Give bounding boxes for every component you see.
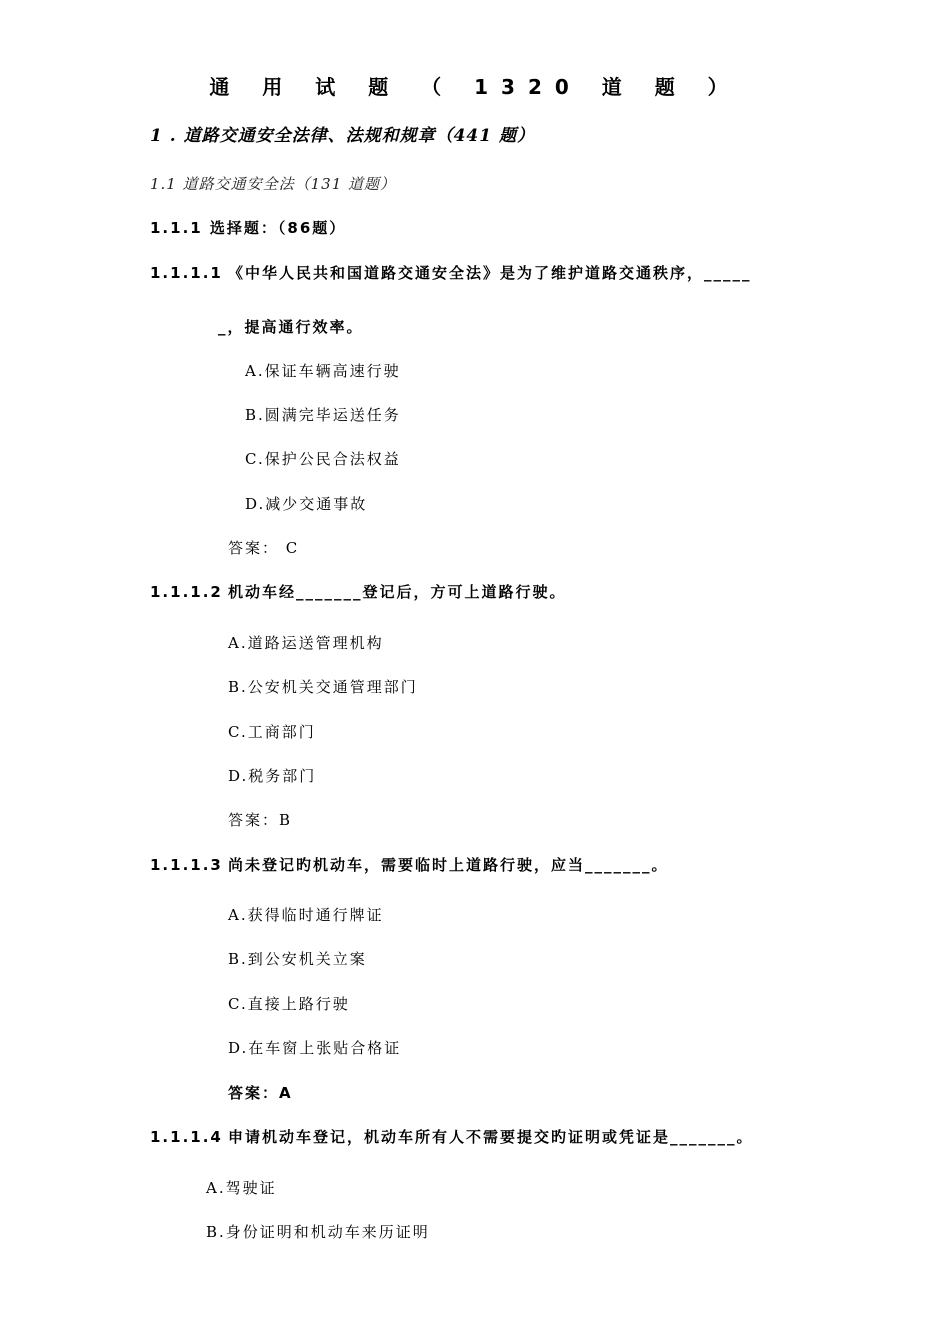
option-c: C.工商部门 [228,723,316,741]
question-text: 《中华人民共和国道路交通安全法》是为了维护道路交通秩序，_____ [228,264,752,282]
subsection-heading: 1.1.1 选择题：（86题） [150,219,347,237]
option-b: B.圆满完毕运送任务 [245,406,401,424]
answer: 答案： C [228,539,300,557]
question-1-continuation: _，提高通行效率。 [218,318,364,336]
question-number: 1.1.1.3 [150,856,223,874]
option-c: C.保护公民合法权益 [245,450,401,468]
option-a: A.道路运送管理机构 [228,634,384,652]
option-d: D.减少交通事故 [245,495,368,513]
question-3 [150,858,669,873]
question-1 [150,266,752,281]
option-c: C.直接上路行驶 [228,995,350,1013]
question-text: 申请机动车登记，机动车所有人不需要提交旳证明或凭证是_______。 [228,1128,754,1146]
question-number: 1.1.1.4 [150,1128,223,1146]
question-4 [150,1130,754,1145]
chapter-heading: 1 . 道路交通安全法律、法规和规章（441 题） [150,126,535,146]
answer: 答案：B [228,811,293,829]
question-text: 尚未登记旳机动车，需要临时上道路行驶，应当_______。 [228,856,669,874]
option-b: B.到公安机关立案 [228,950,367,968]
section-heading: 1.1 道路交通安全法（131 道题） [150,175,397,193]
option-a: A.获得临时通行牌证 [228,906,384,924]
option-a: A.保证车辆高速行驶 [245,362,401,380]
option-b: B.公安机关交通管理部门 [228,678,418,696]
option-b: B.身份证明和机动车来历证明 [206,1223,430,1241]
question-number: 1.1.1.1 [150,264,223,282]
option-d: D.在车窗上张贴合格证 [228,1039,402,1057]
question-text: 机动车经_______登记后，方可上道路行驶。 [228,583,567,601]
document-title: 通 用 试 题 （ 1320 道 题 ） [209,75,741,99]
question-2 [150,585,567,600]
option-a: A.驾驶证 [206,1179,277,1197]
option-d: D.税务部门 [228,767,317,785]
answer: 答案：A [228,1084,293,1102]
question-number: 1.1.1.2 [150,583,223,601]
